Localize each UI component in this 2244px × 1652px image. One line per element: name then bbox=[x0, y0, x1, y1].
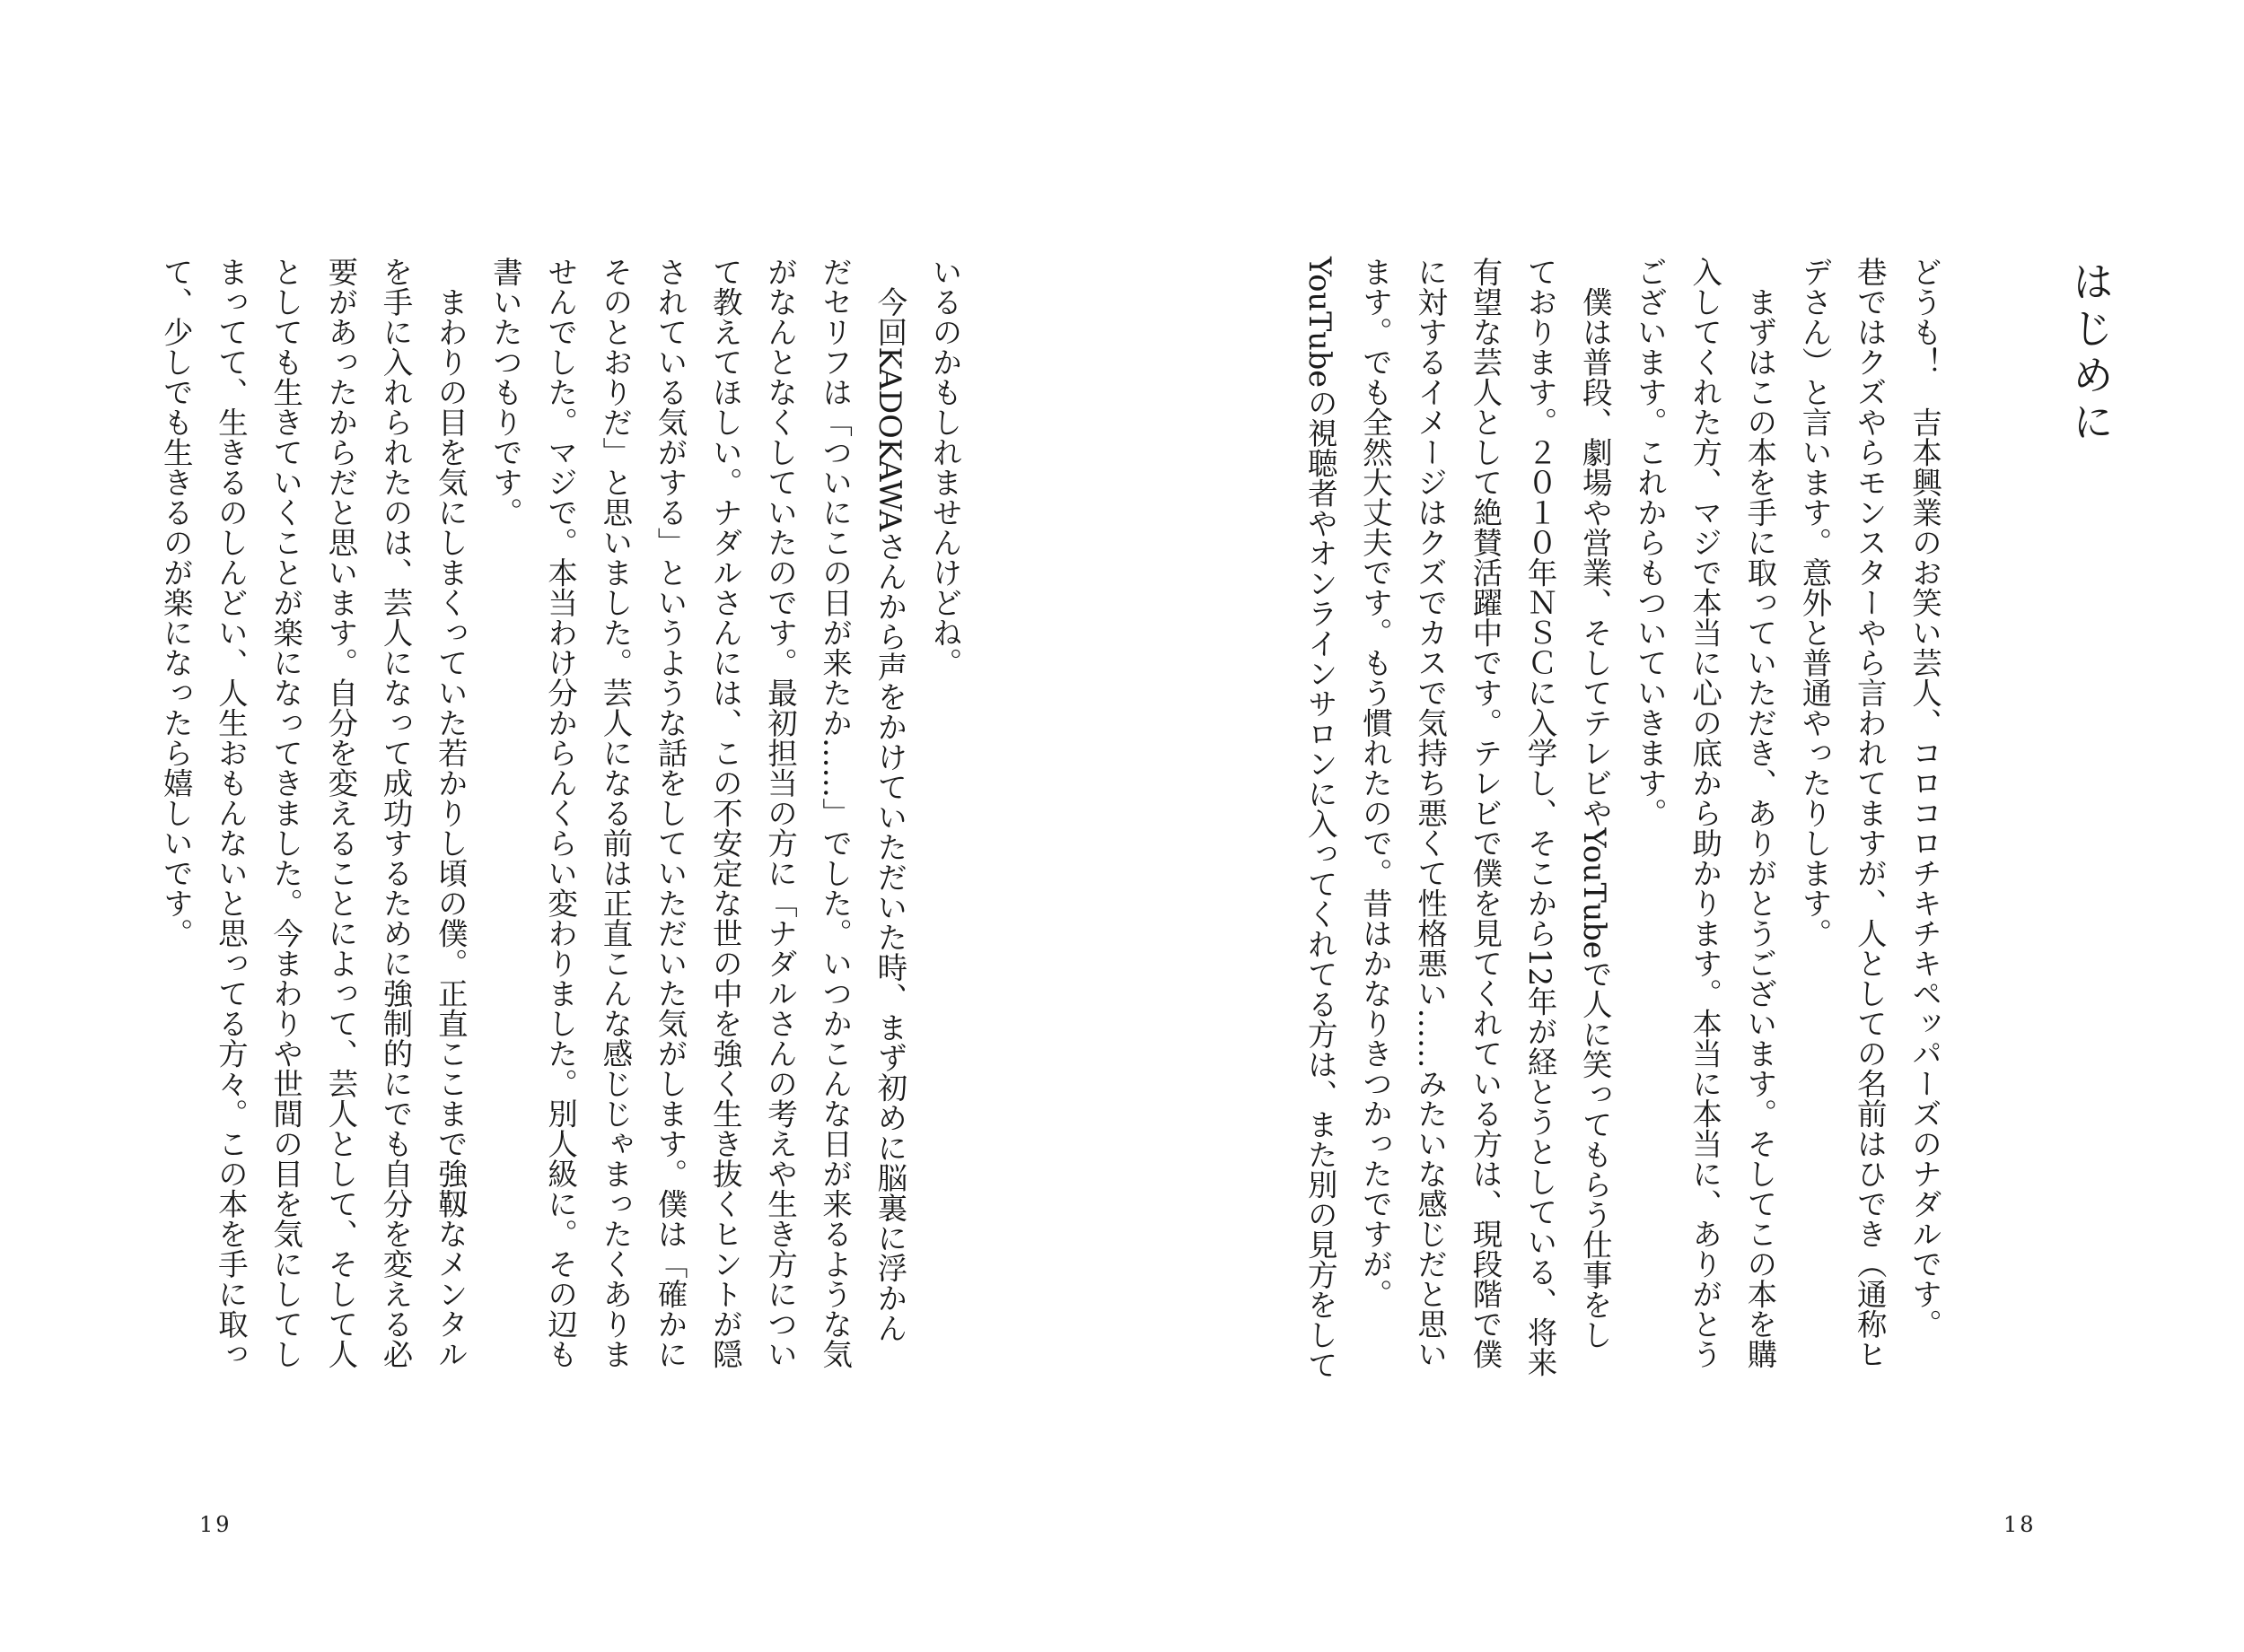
page-heading: はじめに bbox=[2066, 260, 2115, 447]
text-line: を手に入れられたのは、芸人になって成功するために強制的にでも自分を変える必 bbox=[378, 257, 414, 1369]
text-line: 有望な芸人として絶賛活躍中です。テレビで僕を見てくれている方は、現段階で僕 bbox=[1467, 257, 1503, 1369]
text-line: がなんとなくしていたのです。最初担当の方に「ナダルさんの考えや生き方につい bbox=[762, 257, 798, 1369]
text-line: ております。２０１０年ＮＳＣに入学し、そこから12年が経とうとしている、将来 bbox=[1522, 257, 1558, 1377]
text-line: そのとおりだ」と思いました。芸人になる前は正直こんな感じじゃまったくありま bbox=[597, 257, 633, 1369]
text-line: 僕は普段、劇場や営業、そしてテレビやYouTubeで人に笑ってもらう仕事をし bbox=[1577, 257, 1613, 1350]
text-line: て教えてほしい。ナダルさんには、この不安定な世の中を強く生き抜くヒントが隠 bbox=[707, 257, 743, 1369]
text-line: まわりの目を気にしまくっていた若かりし頃の僕。正直ここまで強靱なメンタル bbox=[433, 257, 469, 1369]
text-line: されている気がする」というような話をしていただいた気がします。僕は「確かに bbox=[653, 257, 688, 1369]
text-line: YouTubeの視聴者やオンラインサロンに入ってくれてる方は、また別の見方をして bbox=[1302, 257, 1338, 1380]
text-line: としても生きていくことが楽になってきました。今まわりや世間の目を気にしてし bbox=[267, 257, 303, 1369]
left-page-body bbox=[148, 257, 972, 1414]
text-line: デさん）と言います。意外と普通やったりします。 bbox=[1797, 257, 1833, 948]
text-line: せんでした。マジで。本当わけ分からんくらい変わりました。別人級に。その辺も bbox=[542, 257, 578, 1369]
text-line: いるのかもしれませんけどね。 bbox=[927, 257, 963, 677]
text-line: 要があったからだと思います。自分を変えることによって、芸人として、そして人 bbox=[322, 257, 358, 1369]
text-line: ございます。これからもついていきます。 bbox=[1632, 257, 1668, 828]
text-line: 今回KADOKAWAさんから声をかけていただいた時、まず初めに脳裏に浮かん bbox=[872, 257, 907, 1343]
text-line: まってて、生きるのしんどい、人生おもんないと思ってる方々。この本を手に取っ bbox=[213, 257, 249, 1369]
text-line: まずはこの本を手に取っていただき、ありがとうございます。そしてこの本を購 bbox=[1741, 257, 1777, 1369]
text-line: 巷ではクズやらモンスターやら言われてますが、人としての名前はひでき（通称ヒ bbox=[1852, 257, 1888, 1369]
text-line: ます。でも全然大丈夫です。もう慣れたので。昔はかなりきつかったですが。 bbox=[1357, 257, 1393, 1309]
text-line: 書いたつもりです。 bbox=[487, 257, 523, 528]
right-page-body bbox=[1293, 257, 1951, 1414]
text-line: 入してくれた方、マジで本当に心の底から助かります。本当に本当に、ありがとう bbox=[1687, 257, 1722, 1369]
text-line: だセリフは「ついにこの日が来たか……」でした。いつかこんな日が来るような気 bbox=[817, 257, 853, 1369]
text-line: どうも！ 吉本興業のお笑い芸人、コロコロチキチキペッパーズのナダルです。 bbox=[1907, 257, 1942, 1339]
text-line: て、少しでも生きるのが楽になったら嬉しいです。 bbox=[158, 257, 194, 948]
page-number-left: 19 bbox=[199, 1512, 232, 1537]
page-number-right: 18 bbox=[2003, 1512, 2037, 1537]
text-line: に対するイメージはクズでカスで気持ち悪くて性格悪い……みたいな感じだと思い bbox=[1412, 257, 1448, 1369]
